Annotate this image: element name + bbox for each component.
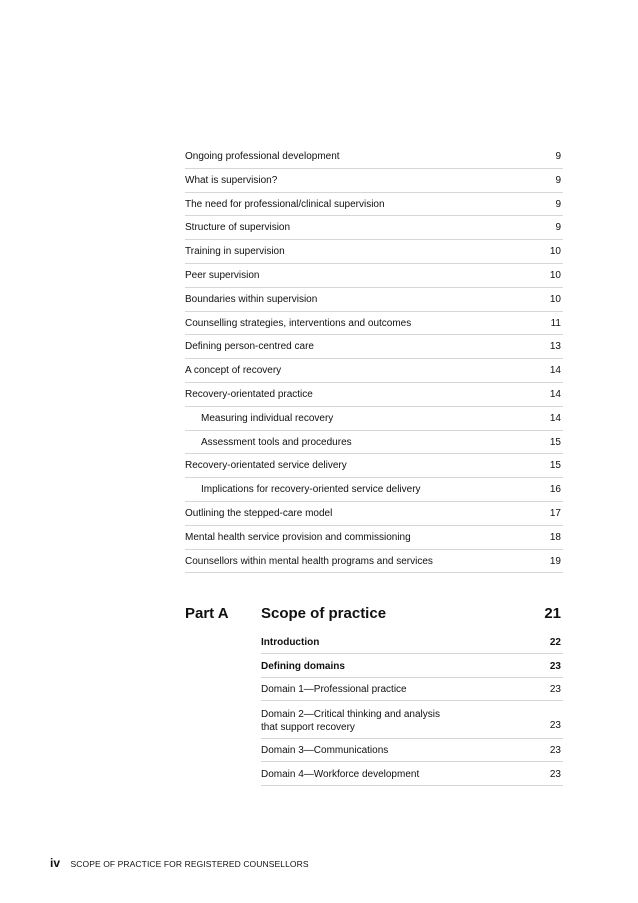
toc-entry-page: 23 — [549, 684, 561, 695]
toc-entry[interactable] — [185, 502, 563, 526]
toc-entry-label: Measuring individual recovery — [201, 412, 334, 424]
toc-entry-page: 10 — [549, 246, 561, 258]
toc-entry[interactable] — [261, 740, 563, 762]
toc-entry-label: Domain 1—Professional practice — [261, 684, 407, 695]
toc-entry-label — [261, 708, 440, 734]
toc-entry-label: Counsellors within mental health programs and services — [185, 555, 433, 567]
toc-entry[interactable] — [261, 764, 563, 786]
table-of-contents — [185, 145, 563, 573]
toc-entry-page: 19 — [549, 555, 561, 567]
toc-subentry[interactable] — [185, 407, 563, 431]
toc-entry-page: 10 — [549, 269, 561, 281]
part-label: Part A — [185, 605, 229, 622]
toc-entry-label: Defining person-centred care — [185, 341, 314, 353]
toc-entry-label: Recovery-orientated practice — [185, 388, 313, 400]
part-title: Scope of practice — [261, 605, 387, 622]
toc-entry-page: 9 — [555, 222, 561, 234]
toc-subentry[interactable] — [185, 478, 563, 502]
toc-entry-page: 16 — [549, 484, 561, 496]
toc-entry[interactable] — [261, 656, 563, 678]
toc-entry[interactable] — [261, 703, 563, 739]
toc-entry[interactable] — [185, 216, 563, 240]
toc-entry[interactable] — [185, 288, 563, 312]
toc-entry-page: 18 — [549, 531, 561, 543]
toc-entry-page: 9 — [555, 151, 561, 162]
toc-entry-label: Mental health service provision and commissioning — [185, 531, 411, 543]
toc-entry[interactable] — [185, 193, 563, 217]
toc-entry-label: The need for professional/clinical supervision — [185, 198, 385, 210]
toc-entry-page: 14 — [549, 365, 561, 377]
toc-entry-label: Introduction — [261, 637, 320, 648]
toc-entry-label: Counselling strategies, interventions and outcomes — [185, 317, 412, 329]
toc-entry-label-line1: Domain 2—Critical thinking and analysis — [261, 708, 440, 720]
toc-entry-page: 22 — [549, 637, 561, 648]
toc-entry[interactable] — [185, 359, 563, 383]
toc-entry[interactable] — [185, 240, 563, 264]
toc-entry-page: 23 — [549, 660, 561, 672]
toc-entry-page: 17 — [549, 507, 561, 519]
toc-entry-page: 11 — [550, 317, 561, 329]
toc-entry-page: 9 — [555, 198, 561, 210]
toc-entry[interactable] — [185, 526, 563, 550]
running-title: SCOPE OF PRACTICE FOR REGISTERED COUNSELLORS — [70, 859, 309, 869]
part-a-contents — [261, 632, 563, 786]
toc-entry[interactable] — [185, 383, 563, 407]
toc-entry[interactable] — [185, 145, 563, 169]
toc-entry-label: Defining domains — [261, 660, 345, 672]
page-number: iv — [50, 856, 61, 870]
toc-entry-page: 14 — [549, 388, 561, 400]
part-a-heading[interactable] — [185, 603, 563, 629]
toc-entry[interactable] — [185, 169, 563, 193]
toc-entry[interactable] — [185, 550, 563, 574]
toc-entry[interactable] — [185, 264, 563, 288]
toc-entry-label: Structure of supervision — [185, 222, 291, 234]
toc-entry-label: Domain 3—Communications — [261, 745, 389, 756]
toc-entry-page: 9 — [555, 174, 561, 186]
page-footer — [50, 854, 309, 870]
toc-entry-page: 15 — [549, 460, 561, 472]
toc-entry-label-line2: that support recovery — [261, 721, 355, 733]
toc-entry-page: 15 — [549, 436, 561, 448]
part-page: 21 — [544, 605, 561, 622]
toc-entry[interactable] — [261, 632, 563, 654]
toc-entry-label: Training in supervision — [185, 246, 285, 258]
toc-entry-label: Outlining the stepped-care model — [185, 507, 333, 519]
toc-entry-page: 14 — [549, 412, 561, 424]
toc-entry-label: Implications for recovery-oriented service delivery — [201, 484, 421, 496]
toc-entry[interactable] — [185, 454, 563, 478]
toc-entry-label: Recovery-orientated service delivery — [185, 460, 347, 472]
toc-entry[interactable] — [185, 335, 563, 359]
toc-entry-label: Domain 4—Workforce development — [261, 768, 420, 780]
toc-entry-label: Ongoing professional development — [185, 151, 340, 162]
toc-entry-page: 23 — [549, 768, 561, 780]
toc-entry-page: 23 — [549, 745, 561, 756]
toc-entry-label: What is supervision? — [185, 174, 278, 186]
toc-entry-label: A concept of recovery — [185, 365, 282, 377]
toc-entry-page: 10 — [549, 293, 561, 305]
toc-entry-page: 23 — [549, 719, 561, 731]
toc-entry[interactable] — [261, 679, 563, 701]
toc-subentry[interactable] — [185, 431, 563, 455]
toc-entry[interactable] — [185, 312, 563, 336]
toc-entry-label: Peer supervision — [185, 269, 260, 281]
toc-entry-label: Boundaries within supervision — [185, 293, 318, 305]
toc-entry-page: 13 — [549, 341, 561, 353]
toc-entry-label: Assessment tools and procedures — [201, 436, 352, 448]
